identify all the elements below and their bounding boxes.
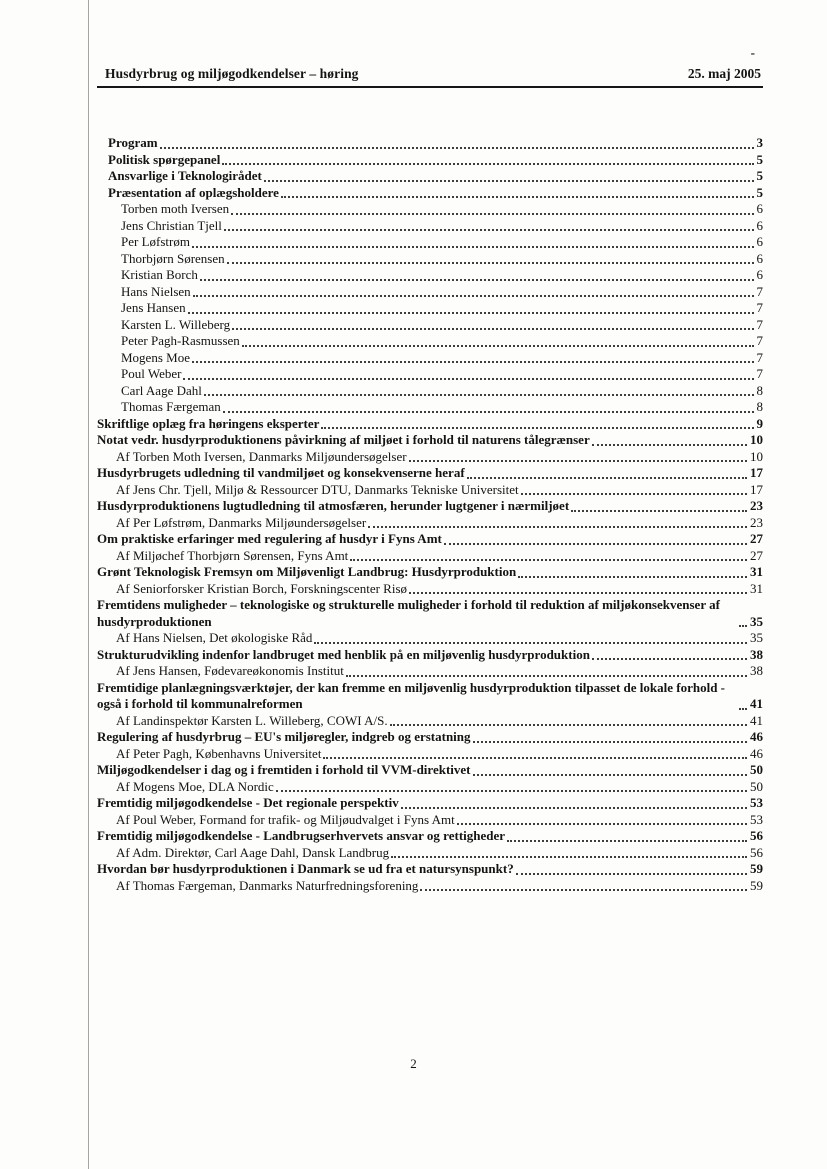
toc-dot-leader [739, 625, 747, 627]
toc-dot-leader [276, 790, 747, 792]
toc-entry-label: Jens Christian Tjell [121, 217, 222, 233]
toc-page-number: 7 [756, 349, 763, 365]
toc-entry [97, 465, 763, 482]
toc-page-number: 27 [750, 531, 763, 546]
toc-entry [97, 581, 763, 598]
toc-page-number: 6 [756, 250, 763, 266]
toc-entry [97, 548, 763, 565]
toc-page-number: 53 [750, 795, 763, 810]
toc-dot-leader [314, 642, 747, 644]
toc-entry [97, 762, 763, 779]
toc-page-number: 5 [756, 168, 763, 183]
toc-dot-leader [264, 180, 754, 182]
toc-entry [97, 498, 763, 515]
toc-entry-label: Af Thomas Færgeman, Danmarks Naturfredningsforening [116, 877, 419, 893]
toc-entry [97, 861, 763, 878]
toc-entry [97, 878, 763, 895]
toc-entry [97, 795, 763, 812]
toc-entry-label: Miljøgodkendelser i dag og i fremtiden i forhold til VVM-direktivet [97, 762, 471, 777]
toc-dot-leader [473, 774, 748, 776]
toc-entry [97, 251, 763, 268]
toc-entry [97, 828, 763, 845]
toc-page-number: 23 [750, 514, 763, 530]
toc-entry-label: Fremtidig miljøgodkendelse - Landbrugserhvervets ansvar og rettigheder [97, 828, 506, 843]
toc-page-number: 5 [756, 184, 763, 200]
toc-dot-leader [227, 262, 754, 264]
toc-page-number: 46 [750, 729, 763, 744]
toc-entry-label: Carl Aage Dahl [121, 382, 202, 398]
toc-dot-leader [467, 477, 747, 479]
toc-dot-leader [592, 658, 747, 660]
toc-page-number: 8 [756, 399, 763, 414]
toc-entry [97, 300, 763, 317]
toc-dot-leader [188, 312, 754, 314]
toc-dot-leader [592, 444, 747, 446]
toc-entry [97, 812, 763, 829]
toc-page-number: 23 [750, 498, 763, 513]
toc-entry-label: Program [108, 135, 158, 150]
toc-entry [97, 284, 763, 301]
toc-dot-leader [350, 559, 747, 561]
page-header [97, 66, 763, 88]
toc-entry-label: Af Jens Chr. Tjell, Miljø & Ressourcer DTU, Danmarks Tekniske Universitet [116, 481, 519, 497]
toc-entry-label: Peter Pagh-Rasmussen [121, 333, 240, 348]
toc-entry [97, 135, 763, 152]
toc-page-number: 35 [750, 613, 763, 629]
toc-entry [97, 366, 763, 383]
toc-entry-label: Af Mogens Moe, DLA Nordic [116, 778, 274, 794]
toc-dot-leader [521, 493, 747, 495]
toc-entry [97, 630, 763, 647]
toc-entry [97, 168, 763, 185]
toc-dot-leader [518, 576, 747, 578]
toc-page-number: 53 [750, 811, 763, 827]
toc-entry-label: Grønt Teknologisk Fremsyn om Miljøvenligt Landbrug: Husdyrproduktion [97, 564, 517, 579]
toc-entry-label: Notat vedr. husdyrproduktionens påvirkning af miljøet i forhold til naturens tålegrænser [97, 432, 590, 447]
toc-entry-label: Præsentation af oplægsholdere [108, 184, 279, 200]
toc-entry [97, 267, 763, 284]
toc-page-number: 9 [756, 415, 763, 431]
header-mark: - [750, 45, 755, 60]
toc-entry-label: Af Adm. Direktør, Carl Aage Dahl, Dansk Landbrug [116, 844, 390, 860]
toc-entry [97, 729, 763, 746]
toc-entry [97, 713, 763, 730]
toc-page-number: 38 [750, 646, 763, 662]
toc-dot-leader [739, 708, 747, 710]
toc-page-number: 7 [756, 366, 763, 381]
toc-dot-leader [193, 295, 754, 297]
toc-dot-leader [200, 279, 754, 281]
toc-entry-label: Kristian Borch [121, 267, 198, 282]
toc-entry-label: Af Peter Pagh, Københavns Universitet [116, 745, 322, 761]
header-title: Husdyrbrug og miljøgodkendelser – høring [105, 66, 359, 81]
toc-page-number: 3 [756, 135, 763, 150]
toc-entry-label: Fremtidige planlægningsværktøjer, der kan fremme en miljøvenlig husdyrproduktion tilpasset de lokale forhold - også i forhold til kommunalreformen [97, 679, 726, 711]
toc-dot-leader [281, 196, 754, 198]
toc-page-number: 8 [756, 382, 763, 398]
toc-dot-leader [409, 460, 747, 462]
toc-list [97, 135, 763, 894]
toc-page-number: 56 [750, 828, 763, 843]
toc-entry-label: Af Poul Weber, Formand for trafik- og Miljøudvalget i Fyns Amt [116, 811, 455, 827]
toc-dot-leader [409, 592, 747, 594]
toc-entry-label: Politisk spørgepanel [108, 151, 221, 167]
toc-entry [97, 383, 763, 400]
toc-page-number: 41 [750, 696, 763, 711]
toc-entry-label: Af Torben Moth Iversen, Danmarks Miljøundersøgelser [116, 448, 407, 464]
toc-dot-leader [223, 411, 754, 413]
toc-entry [97, 234, 763, 251]
toc-entry-label: Hans Nielsen [121, 283, 191, 299]
toc-page-number: 6 [756, 201, 763, 216]
toc-page-number: 7 [756, 300, 763, 315]
toc-entry-label: Poul Weber [121, 366, 182, 381]
toc-entry [97, 845, 763, 862]
toc-entry-label: Husdyrproduktionens lugtudledning til atmosfæren, herunder lugtgener i nærmiljøet [97, 498, 570, 513]
toc-dot-leader [222, 163, 753, 165]
toc-page-number: 50 [750, 762, 763, 777]
toc-dot-leader [232, 328, 753, 330]
toc-page-number: 56 [750, 844, 763, 860]
toc-page-number: 31 [750, 564, 763, 579]
toc-page-number: 5 [756, 151, 763, 167]
scan-edge-line [88, 0, 89, 1169]
toc-entry-label: Thomas Færgeman [121, 399, 221, 414]
toc-entry-label: Af Seniorforsker Kristian Borch, Forskningscenter Risø [116, 580, 408, 596]
toc-entry-label: Fremtidig miljøgodkendelse - Det regionale perspektiv [97, 795, 399, 810]
toc-page-number: 6 [756, 217, 763, 233]
toc-dot-leader [507, 840, 747, 842]
toc-dot-leader [390, 724, 747, 726]
toc-page-number: 6 [756, 234, 763, 249]
toc-page-number: 17 [750, 465, 763, 480]
toc-dot-leader [224, 229, 754, 231]
toc-entry-label: Torben moth Iversen [121, 201, 230, 216]
toc-entry [97, 779, 763, 796]
toc-entry [97, 647, 763, 664]
toc-dot-leader [516, 873, 747, 875]
toc-entry-label: Husdyrbrugets udledning til vandmiljøet og konsekvenserne heraf [97, 465, 465, 480]
toc-entry [97, 317, 763, 334]
toc-dot-leader [444, 543, 747, 545]
toc-page-number: 17 [750, 481, 763, 497]
toc-entry [97, 432, 763, 449]
toc-page-number: 7 [756, 316, 763, 332]
toc-dot-leader [160, 147, 754, 149]
toc-dot-leader [346, 675, 747, 677]
toc-entry-label: Skriftlige oplæg fra høringens eksperter [97, 415, 320, 431]
toc-dot-leader [231, 213, 753, 215]
toc-page-number: 10 [750, 432, 763, 447]
toc-entry [97, 185, 763, 202]
toc-dot-leader [242, 345, 754, 347]
toc-entry [97, 399, 763, 416]
toc-entry [97, 680, 763, 713]
toc-entry-label: Mogens Moe [121, 349, 190, 365]
toc-entry-label: Af Hans Nielsen, Det økologiske Råd [116, 630, 313, 645]
toc-dot-leader [192, 246, 754, 248]
toc-page-number: 41 [750, 712, 763, 728]
footer-page-number: 2 [410, 1056, 417, 1071]
toc-page-number: 6 [756, 267, 763, 282]
toc-entry [97, 597, 763, 630]
toc-entry [97, 416, 763, 433]
toc-entry-label: Regulering af husdyrbrug – EU's miljøregler, indgreb og erstatning [97, 729, 471, 744]
toc-page-number: 59 [750, 877, 763, 893]
toc-entry-label: Af Per Løfstrøm, Danmarks Miljøundersøgelser [116, 514, 367, 530]
toc-page-number: 46 [750, 745, 763, 761]
toc-entry [97, 449, 763, 466]
toc-entry-label: Om praktiske erfaringer med regulering af husdyr i Fyns Amt [97, 531, 442, 546]
toc-dot-leader [183, 378, 753, 380]
toc-entry [97, 350, 763, 367]
toc-entry [97, 152, 763, 169]
toc-entry-label: Thorbjørn Sørensen [121, 250, 225, 266]
toc-entry [97, 482, 763, 499]
toc-entry [97, 564, 763, 581]
toc-dot-leader [321, 427, 753, 429]
toc-page-number: 7 [756, 333, 763, 348]
toc-entry-label: Jens Hansen [121, 300, 186, 315]
toc-entry-label: Fremtidens muligheder – teknologiske og strukturelle muligheder i forhold til reduktion af miljøkonsekvenser af husdyrproduktionen [97, 597, 720, 629]
toc-page-number: 35 [750, 630, 763, 645]
toc-dot-leader [420, 889, 747, 891]
toc-page-number: 59 [750, 861, 763, 876]
toc-dot-leader [457, 823, 747, 825]
toc-entry [97, 746, 763, 763]
page-content [97, 0, 763, 894]
toc-entry [97, 201, 763, 218]
toc-entry [97, 531, 763, 548]
toc-dot-leader [391, 856, 747, 858]
toc-entry-label: Per Løfstrøm [121, 234, 190, 249]
toc-entry-label: Karsten L. Willeberg [121, 316, 231, 332]
page-footer [0, 1056, 827, 1072]
toc-dot-leader [323, 757, 747, 759]
toc-dot-leader [192, 361, 754, 363]
toc-dot-leader [368, 526, 747, 528]
toc-entry [97, 333, 763, 350]
toc-entry-label: Strukturudvikling indenfor landbruget med henblik på en miljøvenlig husdyrproduktion [97, 646, 590, 662]
toc-entry-label: Hvordan bør husdyrproduktionen i Danmark se ud fra et natursynspunkt? [97, 861, 514, 876]
toc-page-number: 38 [750, 663, 763, 678]
toc-page-number: 7 [756, 283, 763, 299]
toc-page-number: 10 [750, 448, 763, 464]
toc-dot-leader [401, 807, 747, 809]
header-date: 25. maj 2005 [687, 66, 761, 81]
toc-entry-label: Ansvarlige i Teknologirådet [108, 168, 262, 183]
toc-entry-label: Af Landinspektør Karsten L. Willeberg, COWI A/S. [116, 712, 388, 728]
toc-page-number: 31 [750, 580, 763, 596]
toc-entry-label: Af Miljøchef Thorbjørn Sørensen, Fyns Amt [116, 547, 349, 563]
toc-entry-label: Af Jens Hansen, Fødevareøkonomis Institut [116, 663, 344, 678]
toc-entry [97, 218, 763, 235]
toc-entry [97, 663, 763, 680]
toc-dot-leader [204, 394, 754, 396]
toc-dot-leader [473, 741, 747, 743]
toc-entry [97, 515, 763, 532]
toc-page-number: 27 [750, 547, 763, 563]
toc-dot-leader [571, 510, 747, 512]
toc-page-number: 50 [750, 778, 763, 794]
